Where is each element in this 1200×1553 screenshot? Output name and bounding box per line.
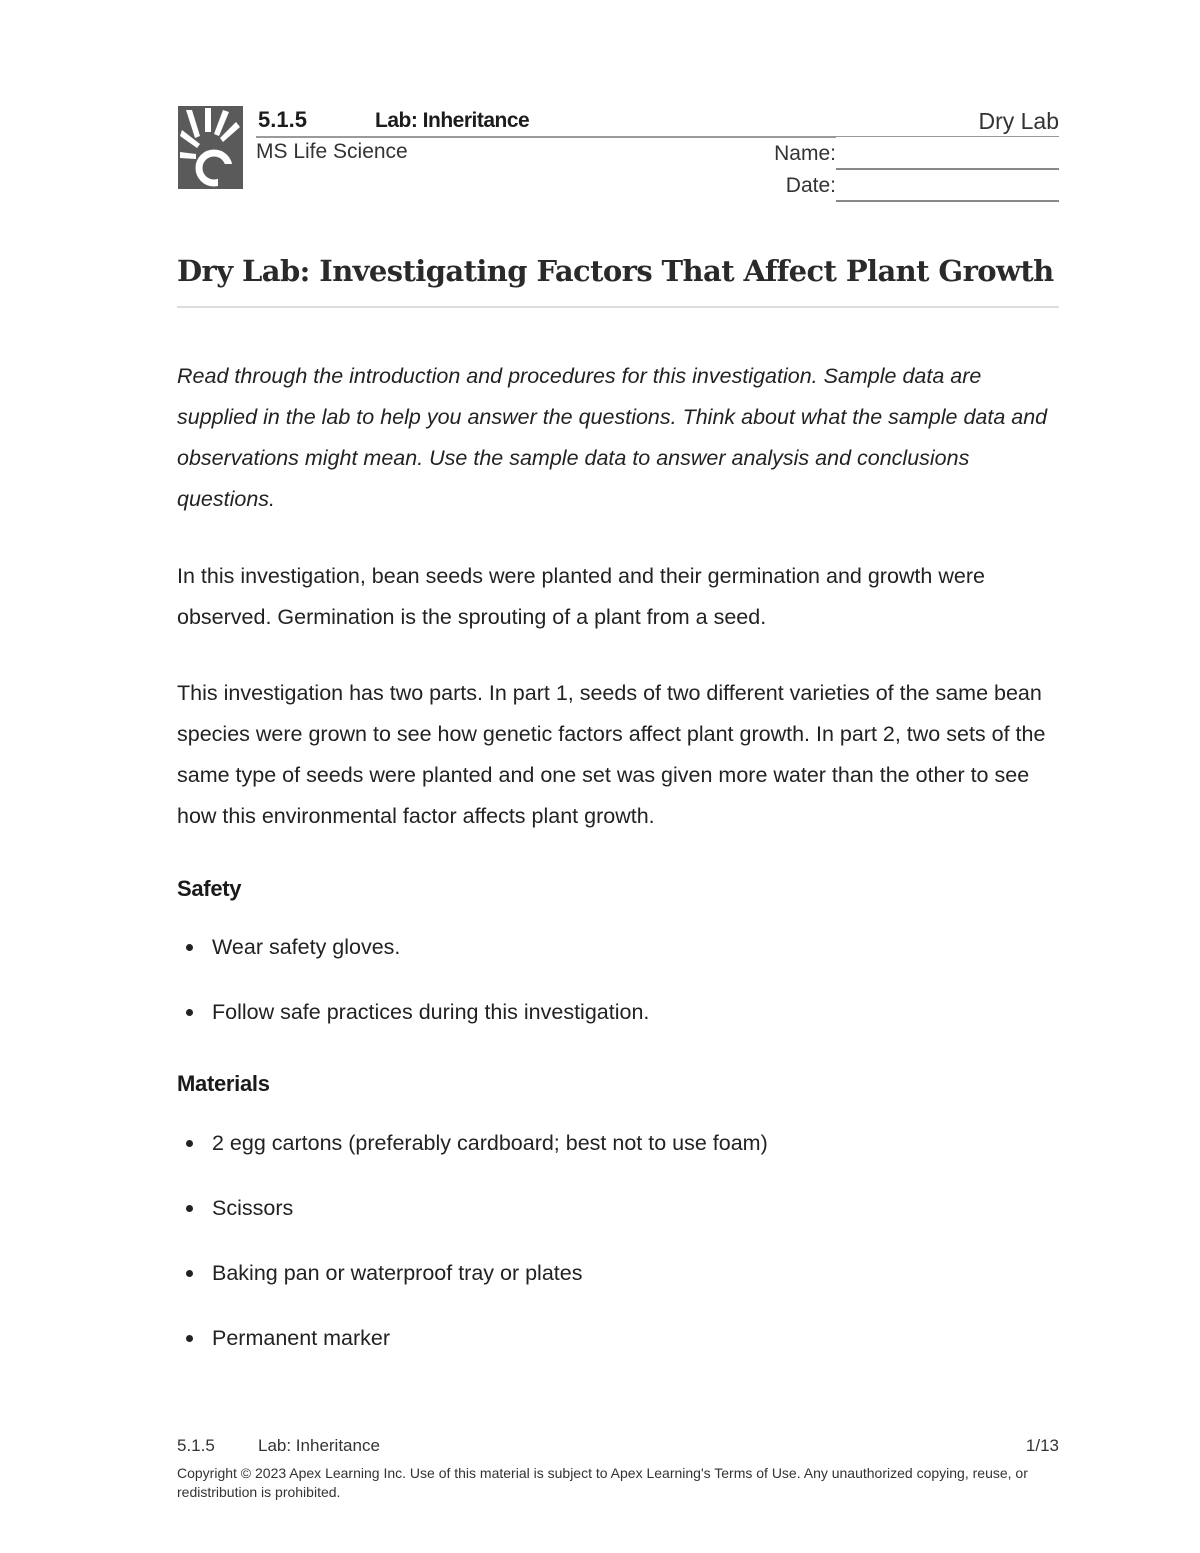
footer-lesson-title: Lab: Inheritance: [258, 1436, 380, 1455]
footer-lesson-number: 5.1.5: [177, 1436, 215, 1455]
list-item: Wear safety gloves.: [186, 932, 1056, 997]
title-divider: [177, 306, 1059, 308]
list-item: Follow safe practices during this investigation.: [186, 997, 1056, 1062]
date-label: Date:: [785, 174, 836, 197]
header-rule: [256, 136, 836, 138]
body-paragraph-1: In this investigation, bean seeds were planted and their germination and growth were observed. Germination is the sprouting of a plant from a seed.: [177, 564, 985, 629]
list-item: 2 egg cartons (preferably cardboard; best not to use foam): [186, 1128, 1056, 1193]
name-field[interactable]: [836, 168, 1059, 170]
bullet-icon: [186, 1270, 193, 1277]
lab-type: Dry Lab: [978, 108, 1059, 134]
materials-list: [186, 1128, 1056, 1388]
name-label: Name:: [774, 142, 836, 165]
bullet-icon: [186, 1140, 193, 1147]
apex-learning-logo-icon: [178, 106, 243, 189]
safety-heading: Safety: [177, 876, 242, 901]
list-item: Permanent marker: [186, 1323, 1056, 1388]
date-field[interactable]: [836, 200, 1059, 202]
bullet-icon: [186, 1009, 193, 1016]
lesson-title: Lab: Inheritance: [375, 109, 530, 132]
bullet-icon: [186, 1335, 193, 1342]
header-rule-right: [836, 136, 1059, 137]
page-title: Dry Lab: Investigating Factors That Affect Plant Growth: [177, 254, 1054, 288]
bullet-icon: [186, 1205, 193, 1212]
body-paragraph-2: This investigation has two parts. In part 1, seeds of two different varieties of the same bean species were grown to see how genetic factors affect plant growth. In part 2, two sets of the same type of seeds were planted and one set was given more water than the other to see how this environmental factor affects plant growth.: [177, 681, 1046, 828]
materials-heading: Materials: [177, 1071, 270, 1096]
course-name: MS Life Science: [256, 140, 408, 163]
list-item: Scissors: [186, 1193, 1056, 1258]
page-number: 1/13: [1025, 1436, 1059, 1455]
intro-paragraph: Read through the introduction and procedures for this investigation. Sample data are supplied in the lab to help you answer the questions. Think about what the sample data and observations might mean. Use the sample data to answer analysis and conclusions questions.: [177, 364, 1048, 511]
safety-list: [186, 932, 1056, 1062]
lesson-number: 5.1.5: [258, 107, 307, 132]
list-item: Baking pan or waterproof tray or plates: [186, 1258, 1056, 1323]
bullet-icon: [186, 944, 193, 951]
copyright-notice: Copyright © 2023 Apex Learning Inc. Use of this material is subject to Apex Learning's Terms of Use. Any unauthorized copying, reuse, or redistribution is prohibited.: [177, 1465, 1028, 1500]
